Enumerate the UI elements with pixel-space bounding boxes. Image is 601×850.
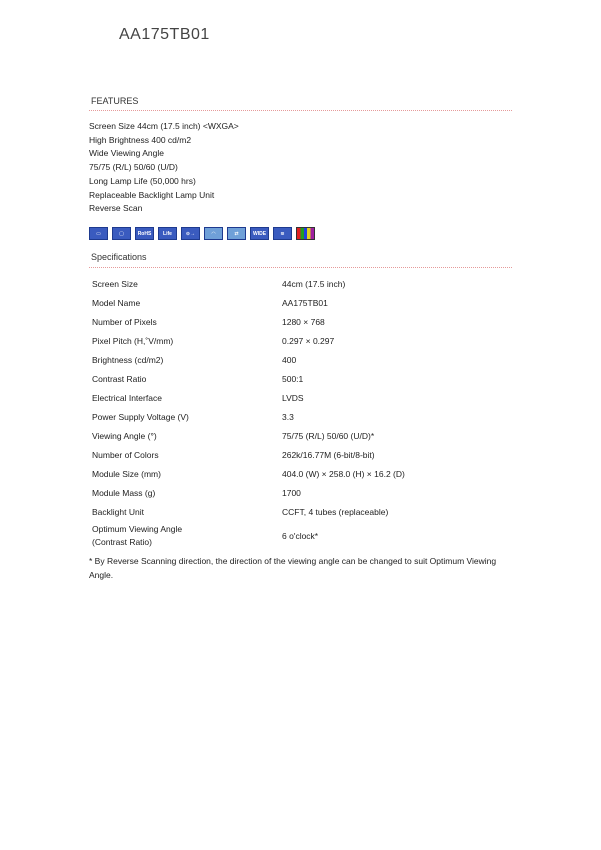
spec-value: AA175TB01 (282, 297, 328, 308)
spec-label: Viewing Angle (°) (92, 430, 157, 441)
table-row (89, 388, 512, 407)
feature-item: Wide Viewing Angle (89, 148, 164, 159)
feature-item: Long Lamp Life (50,000 hrs) (89, 175, 196, 186)
spec-value: 404.0 (W) × 258.0 (H) × 16.2 (D) (282, 468, 405, 479)
feature-item: Reverse Scan (89, 203, 143, 214)
lvds-icon: ≋ (273, 227, 292, 240)
table-row (89, 274, 512, 293)
reverse-scan-icon: ⇄ (227, 227, 246, 240)
spec-value: CCFT, 4 tubes (replaceable) (282, 506, 389, 517)
spec-label: Optimum Viewing Angle (Contrast Ratio) (92, 524, 183, 547)
wide-angle-icon: WIDE (250, 227, 269, 240)
feature-item: Replaceable Backlight Lamp Unit (89, 189, 215, 200)
table-row (89, 521, 512, 551)
spec-label: Pixel Pitch (H,˚V/mm) (92, 335, 174, 346)
feature-item: Screen Size 44cm (17.5 inch) <WXGA> (89, 121, 239, 131)
specifications-footnote: * By Reverse Scanning direction, the direction of the viewing angle can be changed to suit Optimum Viewing Angle. (89, 556, 497, 580)
lamp-replace-icon: ⊙→ (181, 227, 200, 240)
color-bars-icon (296, 227, 315, 240)
table-row (89, 293, 512, 312)
spec-value: 1700 (282, 487, 301, 498)
spec-value: 262k/16.77M (6-bit/8-bit) (282, 449, 375, 460)
brightness-icon: ◠ (204, 227, 223, 240)
table-row (89, 426, 512, 445)
spec-label: Screen Size (92, 278, 138, 289)
spec-value: 400 (282, 354, 297, 365)
screen-size-icon: ▭ (89, 227, 108, 240)
table-row (89, 502, 512, 521)
long-life-icon: Life (158, 227, 177, 240)
wxga-icon: ▢ (112, 227, 131, 240)
page-title: AA175TB01 (119, 26, 210, 43)
specifications-heading (89, 252, 512, 262)
features-list (89, 120, 239, 216)
features-divider (89, 110, 512, 111)
table-row (89, 350, 512, 369)
table-row (89, 483, 512, 502)
spec-label: Power Supply Voltage (V) (92, 411, 189, 422)
table-row (89, 312, 512, 331)
spec-value: 1280 × 768 (282, 316, 325, 327)
spec-value: 3.3 (282, 411, 294, 422)
spec-value: 44cm (17.5 inch) (282, 278, 346, 289)
specifications-table (89, 274, 512, 551)
spec-label: Brightness (cd/m2) (92, 354, 164, 365)
spec-value: 500:1 (282, 373, 304, 384)
spec-label: Backlight Unit (92, 506, 144, 517)
spec-label: Model Name (92, 297, 141, 308)
features-heading (89, 96, 512, 106)
spec-label: Module Mass (g) (92, 487, 156, 498)
spec-label: Module Size (mm) (92, 468, 161, 479)
spec-value: 0.297 × 0.297 (282, 335, 335, 346)
features-heading-label: FEATURES (91, 96, 139, 106)
specifications-divider (89, 267, 512, 268)
spec-value: 75/75 (R/L) 50/60 (U/D)* (282, 430, 375, 441)
table-row (89, 445, 512, 464)
rohs-icon: RoHS (135, 227, 154, 240)
table-row (89, 331, 512, 350)
table-row (89, 464, 512, 483)
feature-item: High Brightness 400 cd/m2 (89, 134, 192, 145)
table-row (89, 369, 512, 388)
specifications-heading-label: Specifications (91, 252, 147, 262)
spec-label: Number of Colors (92, 449, 159, 460)
spec-value: 6 o'clock* (282, 530, 319, 541)
feature-icons-row (89, 227, 315, 240)
spec-value: LVDS (282, 392, 304, 403)
spec-label: Number of Pixels (92, 316, 157, 327)
spec-label: Electrical Interface (92, 392, 162, 403)
spec-label: Contrast Ratio (92, 373, 147, 384)
table-row (89, 407, 512, 426)
feature-item: 75/75 (R/L) 50/60 (U/D) (89, 162, 178, 173)
